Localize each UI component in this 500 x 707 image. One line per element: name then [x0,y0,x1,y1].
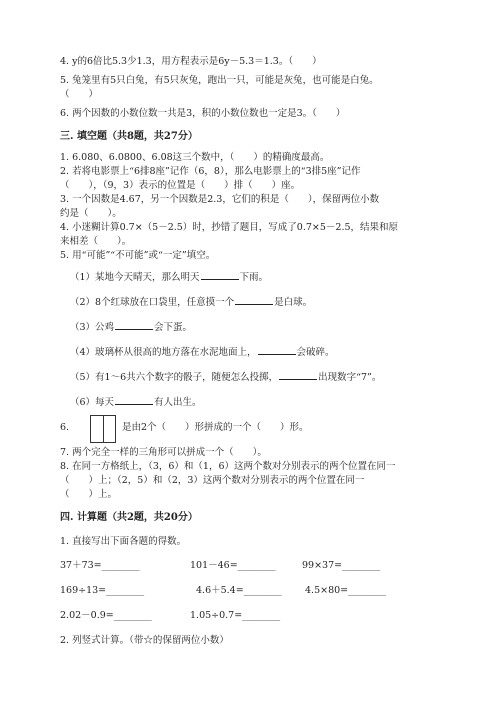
answer-blank[interactable] [258,345,296,355]
sub-question-4 [70,345,335,360]
fill-q6: 是由2个（ ）形拼成的一个（ ）形。 [122,422,309,433]
fill-q4: 4. 小迷糊计算0.7×（5－2.5）时，抄错了题目，写成了0.7×5－2.5，结果和原 [60,222,399,233]
sub-question-1-text: （1）某地今天晴天，那么明天 [70,272,200,283]
fill-q2-cont: （ ），（9，3）表示的位置是（ ）排（ ）座。 [60,180,301,191]
calc-item: 1.05÷0.7=________ [190,610,281,621]
section-3-title: 三. 填空题（共8题，共27分） [60,131,198,142]
sub-question-5-tail: 出现数字“7”。 [318,372,382,383]
question-4: 4. y的6倍比5.3少1.3，用方程表示是6y－5.3＝1.3。（ ） [60,56,322,67]
fill-q8-cont: （ ）上；（2，5）和（2，3）这两个数对分别表示的两个位置在同一 [60,475,365,486]
question-6: 6. 两个因数的小数位数一共是3，积的小数位数也一定是3。（ ） [60,108,346,119]
sub-question-2-tail: 是白球。 [274,297,313,308]
fill-q2: 2. 若将电影票上“6排8座”记作（6，8），那么电影票上的“3排5座”记作 [60,166,361,177]
sub-question-3 [70,320,192,335]
sub-question-2-text: （2）8个红球放在口袋里，任意摸一个 [70,297,235,308]
answer-blank[interactable] [115,395,153,405]
section-4-title: 四. 计算题（共2题，共20分） [60,512,198,523]
fill-q6-number: 6. [60,422,70,433]
sub-question-5-text: （5）有1～6共六个数字的骰子，随便怎么投掷， [70,372,279,383]
sub-question-6-tail: 有人出生。 [154,397,202,408]
sub-question-1 [70,270,268,285]
answer-blank[interactable] [201,270,239,280]
sub-question-3-tail: 会下蛋。 [154,322,193,333]
fill-q8: 8. 在同一方格纸上，（3，6）和（1，6）这两个数对分别表示的两个位置在同一 [60,461,396,472]
question-5-answer: （ ） [60,89,99,100]
fill-q4-cont: 来相差（ ）。 [60,236,132,247]
sub-question-4-text: （4）玻璃杯从很高的地方落在水泥地面上， [70,347,257,358]
fill-q8-end: （ ）上。 [60,489,118,500]
fill-q3-cont: 约是（ ）。 [60,208,122,219]
sub-question-4-tail: 会破碎。 [296,347,335,358]
calc-item: 4.5×80=________ [305,585,387,596]
sub-question-3-text: （3）公鸡 [70,322,115,333]
sub-question-2 [70,295,312,310]
calc-item: 101－46=________ [190,560,276,571]
answer-blank[interactable] [115,320,153,330]
fill-q7: 7. 两个完全一样的三角形可以拼成一个（ ）。 [60,447,267,458]
calc-item: 37＋73=________ [60,560,140,571]
answer-blank[interactable] [279,370,317,380]
answer-blank[interactable] [235,295,273,305]
calc-item: 169÷13=________ [60,585,145,596]
sub-question-1-tail: 下雨。 [239,272,269,283]
fill-q3: 3. 一个因数是4.67，另一个因数是2.3，它们的积是（ ），保留两位小数 [60,194,380,205]
sub-question-6-text: （6）每天 [70,397,115,408]
calc-item: 2.02－0.9=________ [60,610,152,621]
calc-item: 4.6＋5.4=________ [196,585,282,596]
fill-q5: 5. 用“可能”“不可能”或“一定”填空。 [60,250,216,261]
fill-q1: 1. 6.080、6.0800、6.08这三个数中，（ ）的精确度最高。 [60,152,330,163]
calc-item: 99×37=________ [302,560,381,571]
question-5: 5. 兔笼里有5只白兔，有5只灰兔，跑出一只，可能是灰兔，也可能是白兔。 [60,75,379,86]
calc-q1: 1. 直接写出下面各题的得数。 [60,536,187,547]
sub-question-6 [70,395,202,410]
rectangle-figure [90,415,116,443]
sub-question-5 [70,370,381,385]
calc-q2: 2. 列竖式计算。（带☆的保留两位小数） [60,635,229,646]
